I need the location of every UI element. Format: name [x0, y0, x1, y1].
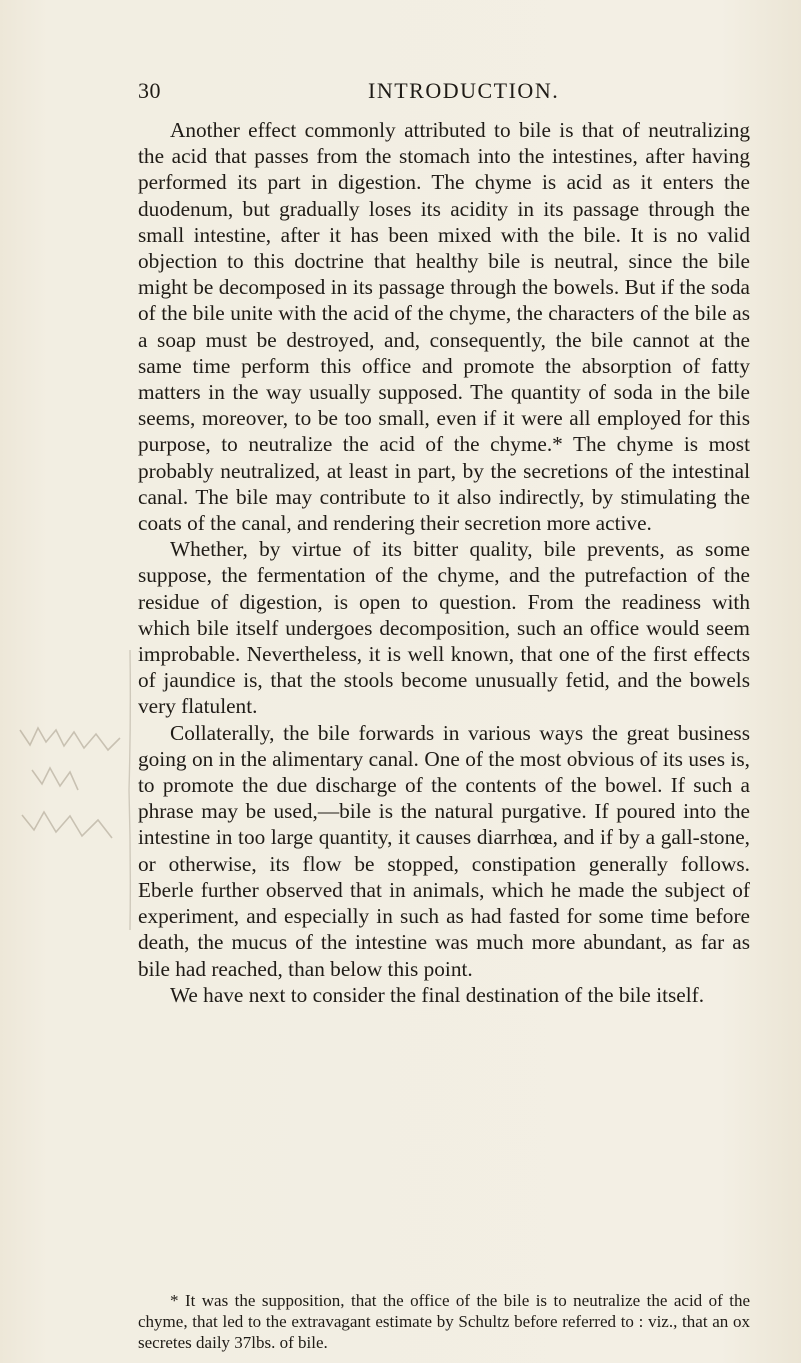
running-head: INTRODUCTION. [368, 78, 560, 103]
show-through-mark [12, 720, 127, 850]
footnote-text: * It was the supposition, that the office of the bile is to neutralize the acid of the chyme, that led to the extravagant estimate by Schultz before referred to : viz., that an ox secretes daily 37lbs. of bile. [138, 1291, 750, 1352]
paragraph-collateral-uses: Collaterally, the bile forwards in various ways the great business going on in the alimentary canal. One of the most obvious of its uses is, to promote the due discharge of the contents of the bowel. If such a phrase may be used,—bile is the natural purgative. If poured into the intestine in too large quantity, it causes diarrhœa, and if by a gall-stone, or otherwise, its flow be stopped, constipation generally follows. Eberle further observed that in animals, which he made the subject of experiment, and especially in such as had fasted for some time before death, the mucus of the intestine was much more abundant, as far as bile had reached, than below this point. [138, 720, 750, 981]
footnote [138, 1290, 750, 1353]
page-fold-line [128, 650, 132, 930]
paragraph-final-destination: We have next to consider the final destination of the bile itself. [170, 982, 705, 1007]
page-header [138, 78, 748, 106]
paragraph-neutralizing-acid: Another effect commonly attributed to bile is that of neutralizing the acid that passes from the stomach into the intestines, after having performed its part in digestion. The chyme is acid as it enters the duodenum, but gradually loses its acidity in its passage through the small intestine, after it has been mixed with the bile. It is no valid objection to this doctrine that healthy bile is neutral, since the bile might be decomposed in its passage through the bowels. But if the soda of the bile unite with the acid of the chyme, the characters of the bile as a soap must be destroyed, and, consequently, the bile cannot at the same time perform this office and promote the absorption of fatty matters in the way usually supposed. The quantity of soda in the bile seems, moreover, to be too small, even if it were all employed for this purpose, to neutralize the acid of the chyme.* The chyme is most probably neutralized, at least in part, by the secretions of the intestinal canal. The bile may contribute to it also indirectly, by stimulating the coats of the canal, and rendering their secretion more active. [138, 118, 750, 536]
body-text [138, 117, 750, 1008]
page-number: 30 [138, 78, 161, 103]
paragraph-fermentation: Whether, by virtue of its bitter quality, bile prevents, as some suppose, the fermentation of the chyme, and the putrefaction of the residue of digestion, is open to question. From the readiness with which bile itself undergoes decomposition, such an office would seem improbable. Nevertheless, it is well known, that one of the first effects of jaundice is, that the stools become unusually fetid, and the bowels very flatulent. [138, 537, 750, 719]
